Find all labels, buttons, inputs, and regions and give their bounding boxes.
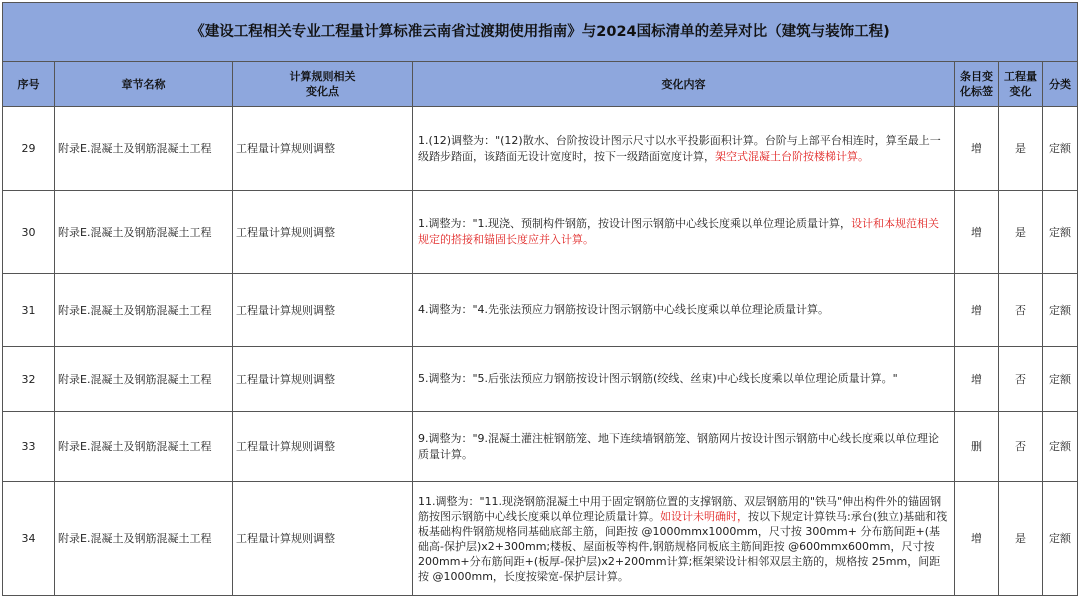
- row-num: 31: [3, 274, 55, 347]
- row-rule: 工程量计算规则调整: [233, 412, 413, 482]
- header-qty: [999, 62, 1043, 107]
- row-category: 定额: [1043, 107, 1078, 191]
- row-chapter: 附录E.混凝土及钢筋混凝土工程: [55, 191, 233, 274]
- header-chapter: 章节名称: [55, 62, 233, 107]
- header-row: [3, 62, 1078, 107]
- row-qty: 是: [999, 107, 1043, 191]
- row-tag: 增: [955, 347, 999, 412]
- header-tag-line2: 化标签: [960, 85, 993, 98]
- row-content-highlight: 架空式混凝土台阶按楼梯计算。: [715, 149, 869, 163]
- row-category: 定额: [1043, 347, 1078, 412]
- row-rule: 工程量计算规则调整: [233, 482, 413, 596]
- row-content: [413, 482, 955, 596]
- header-content: 变化内容: [413, 62, 955, 107]
- row-content-text: 1.调整为："1.现浇、预制构件钢筋，按设计图示钢筋中心线长度乘以单位理论质量计算，: [418, 217, 852, 230]
- row-rule: 工程量计算规则调整: [233, 191, 413, 274]
- row-qty: 是: [999, 482, 1043, 596]
- comparison-table: [2, 2, 1078, 596]
- row-content: [413, 412, 955, 482]
- row-tag: 增: [955, 482, 999, 596]
- row-num: 32: [3, 347, 55, 412]
- header-num: 序号: [3, 62, 55, 107]
- row-num: 34: [3, 482, 55, 596]
- row-qty: 是: [999, 191, 1043, 274]
- row-content-text: 5.调整为："5.后张法预应力钢筋按设计图示钢筋(绞线、丝束)中心线长度乘以单位理论质量计算。": [418, 372, 898, 385]
- row-chapter: 附录E.混凝土及钢筋混凝土工程: [55, 482, 233, 596]
- header-rule: [233, 62, 413, 107]
- table-row: [3, 191, 1078, 274]
- row-content-highlight: 如设计未明确时，: [660, 509, 748, 523]
- row-num: 33: [3, 412, 55, 482]
- row-content: [413, 107, 955, 191]
- table-title: 《建设工程相关专业工程量计算标准云南省过渡期使用指南》与2024国标清单的差异对比（建筑与装饰工程): [3, 3, 1078, 62]
- table-row: [3, 482, 1078, 596]
- table-row: [3, 274, 1078, 347]
- header-category: 分类: [1043, 62, 1078, 107]
- row-content: [413, 274, 955, 347]
- row-rule: 工程量计算规则调整: [233, 347, 413, 412]
- table-row: [3, 412, 1078, 482]
- table-row: [3, 347, 1078, 412]
- row-num: 29: [3, 107, 55, 191]
- row-content-text: 1.(12)调整为："(12)散水、台阶按设计图示尺寸以水平投影面积计算。台阶与上部平台相连时，算至最上一级踏步踏面，该踏面无设计宽度时，按下一级踏面宽度计算，: [418, 133, 941, 163]
- row-category: 定额: [1043, 274, 1078, 347]
- row-tag: 删: [955, 412, 999, 482]
- row-chapter: 附录E.混凝土及钢筋混凝土工程: [55, 274, 233, 347]
- table-row: [3, 107, 1078, 191]
- row-chapter: 附录E.混凝土及钢筋混凝土工程: [55, 107, 233, 191]
- row-rule: 工程量计算规则调整: [233, 274, 413, 347]
- row-content: [413, 347, 955, 412]
- row-content-text: 11.调整为："11.现浇钢筋混凝土中用于固定钢筋位置的支撑钢筋、双层钢筋用的"铁马"伸出构件外的锚固钢筋按图示钢筋中心线长度乘以单位理论质量计算。: [418, 494, 942, 523]
- title-row: [3, 3, 1078, 62]
- row-qty: 否: [999, 274, 1043, 347]
- row-category: 定额: [1043, 412, 1078, 482]
- row-content-highlight: 设计和本规范相关规定的搭接和锚固长度应并入计算。: [418, 217, 940, 246]
- row-content-text: 4.调整为："4.先张法预应力钢筋按设计图示钢筋中心线长度乘以单位理论质量计算。: [418, 303, 830, 316]
- row-tag: 增: [955, 191, 999, 274]
- row-chapter: 附录E.混凝土及钢筋混凝土工程: [55, 412, 233, 482]
- row-rule: 工程量计算规则调整: [233, 107, 413, 191]
- row-category: 定额: [1043, 191, 1078, 274]
- header-qty-line1: 工程量: [1004, 70, 1037, 83]
- row-content: [413, 191, 955, 274]
- header-qty-line2: 变化: [1009, 85, 1032, 98]
- comparison-table-container: [2, 2, 1077, 596]
- row-content-text: 9.调整为："9.混凝土灌注桩钢筋笼、地下连续墙钢筋笼、钢筋网片按设计图示钢筋中心线长度乘以单位理论质量计算。: [418, 431, 940, 461]
- row-tag: 增: [955, 107, 999, 191]
- header-tag-line1: 条目变: [960, 70, 993, 83]
- header-rule-line1: 计算规则相关: [289, 70, 356, 83]
- row-qty: 否: [999, 347, 1043, 412]
- row-chapter: 附录E.混凝土及钢筋混凝土工程: [55, 347, 233, 412]
- row-category: 定额: [1043, 482, 1078, 596]
- header-rule-line2: 变化点: [306, 85, 339, 98]
- row-content-text-continued: 按以下规定计算铁马:承台(独立)基础和筏板基础构件钢筋规格同基础底部主筋，间距按 @1000mmx1000mm，尺寸按 300mm+ 分布筋间距+(基础高-保护层)x2+300mm;楼板、屋面板等构件,钢筋规格同板底主筋间距按 @600mmx600mm，尺寸按 200mm+分布筋间距+(板厚-保护层)x2+200mm计算;框架梁设计相邻双层主筋的，规格按 25mm，间距按 @1000mm，长度按梁宽-保护层计算。: [418, 509, 948, 583]
- row-qty: 否: [999, 412, 1043, 482]
- row-num: 30: [3, 191, 55, 274]
- header-tag: [955, 62, 999, 107]
- row-tag: 增: [955, 274, 999, 347]
